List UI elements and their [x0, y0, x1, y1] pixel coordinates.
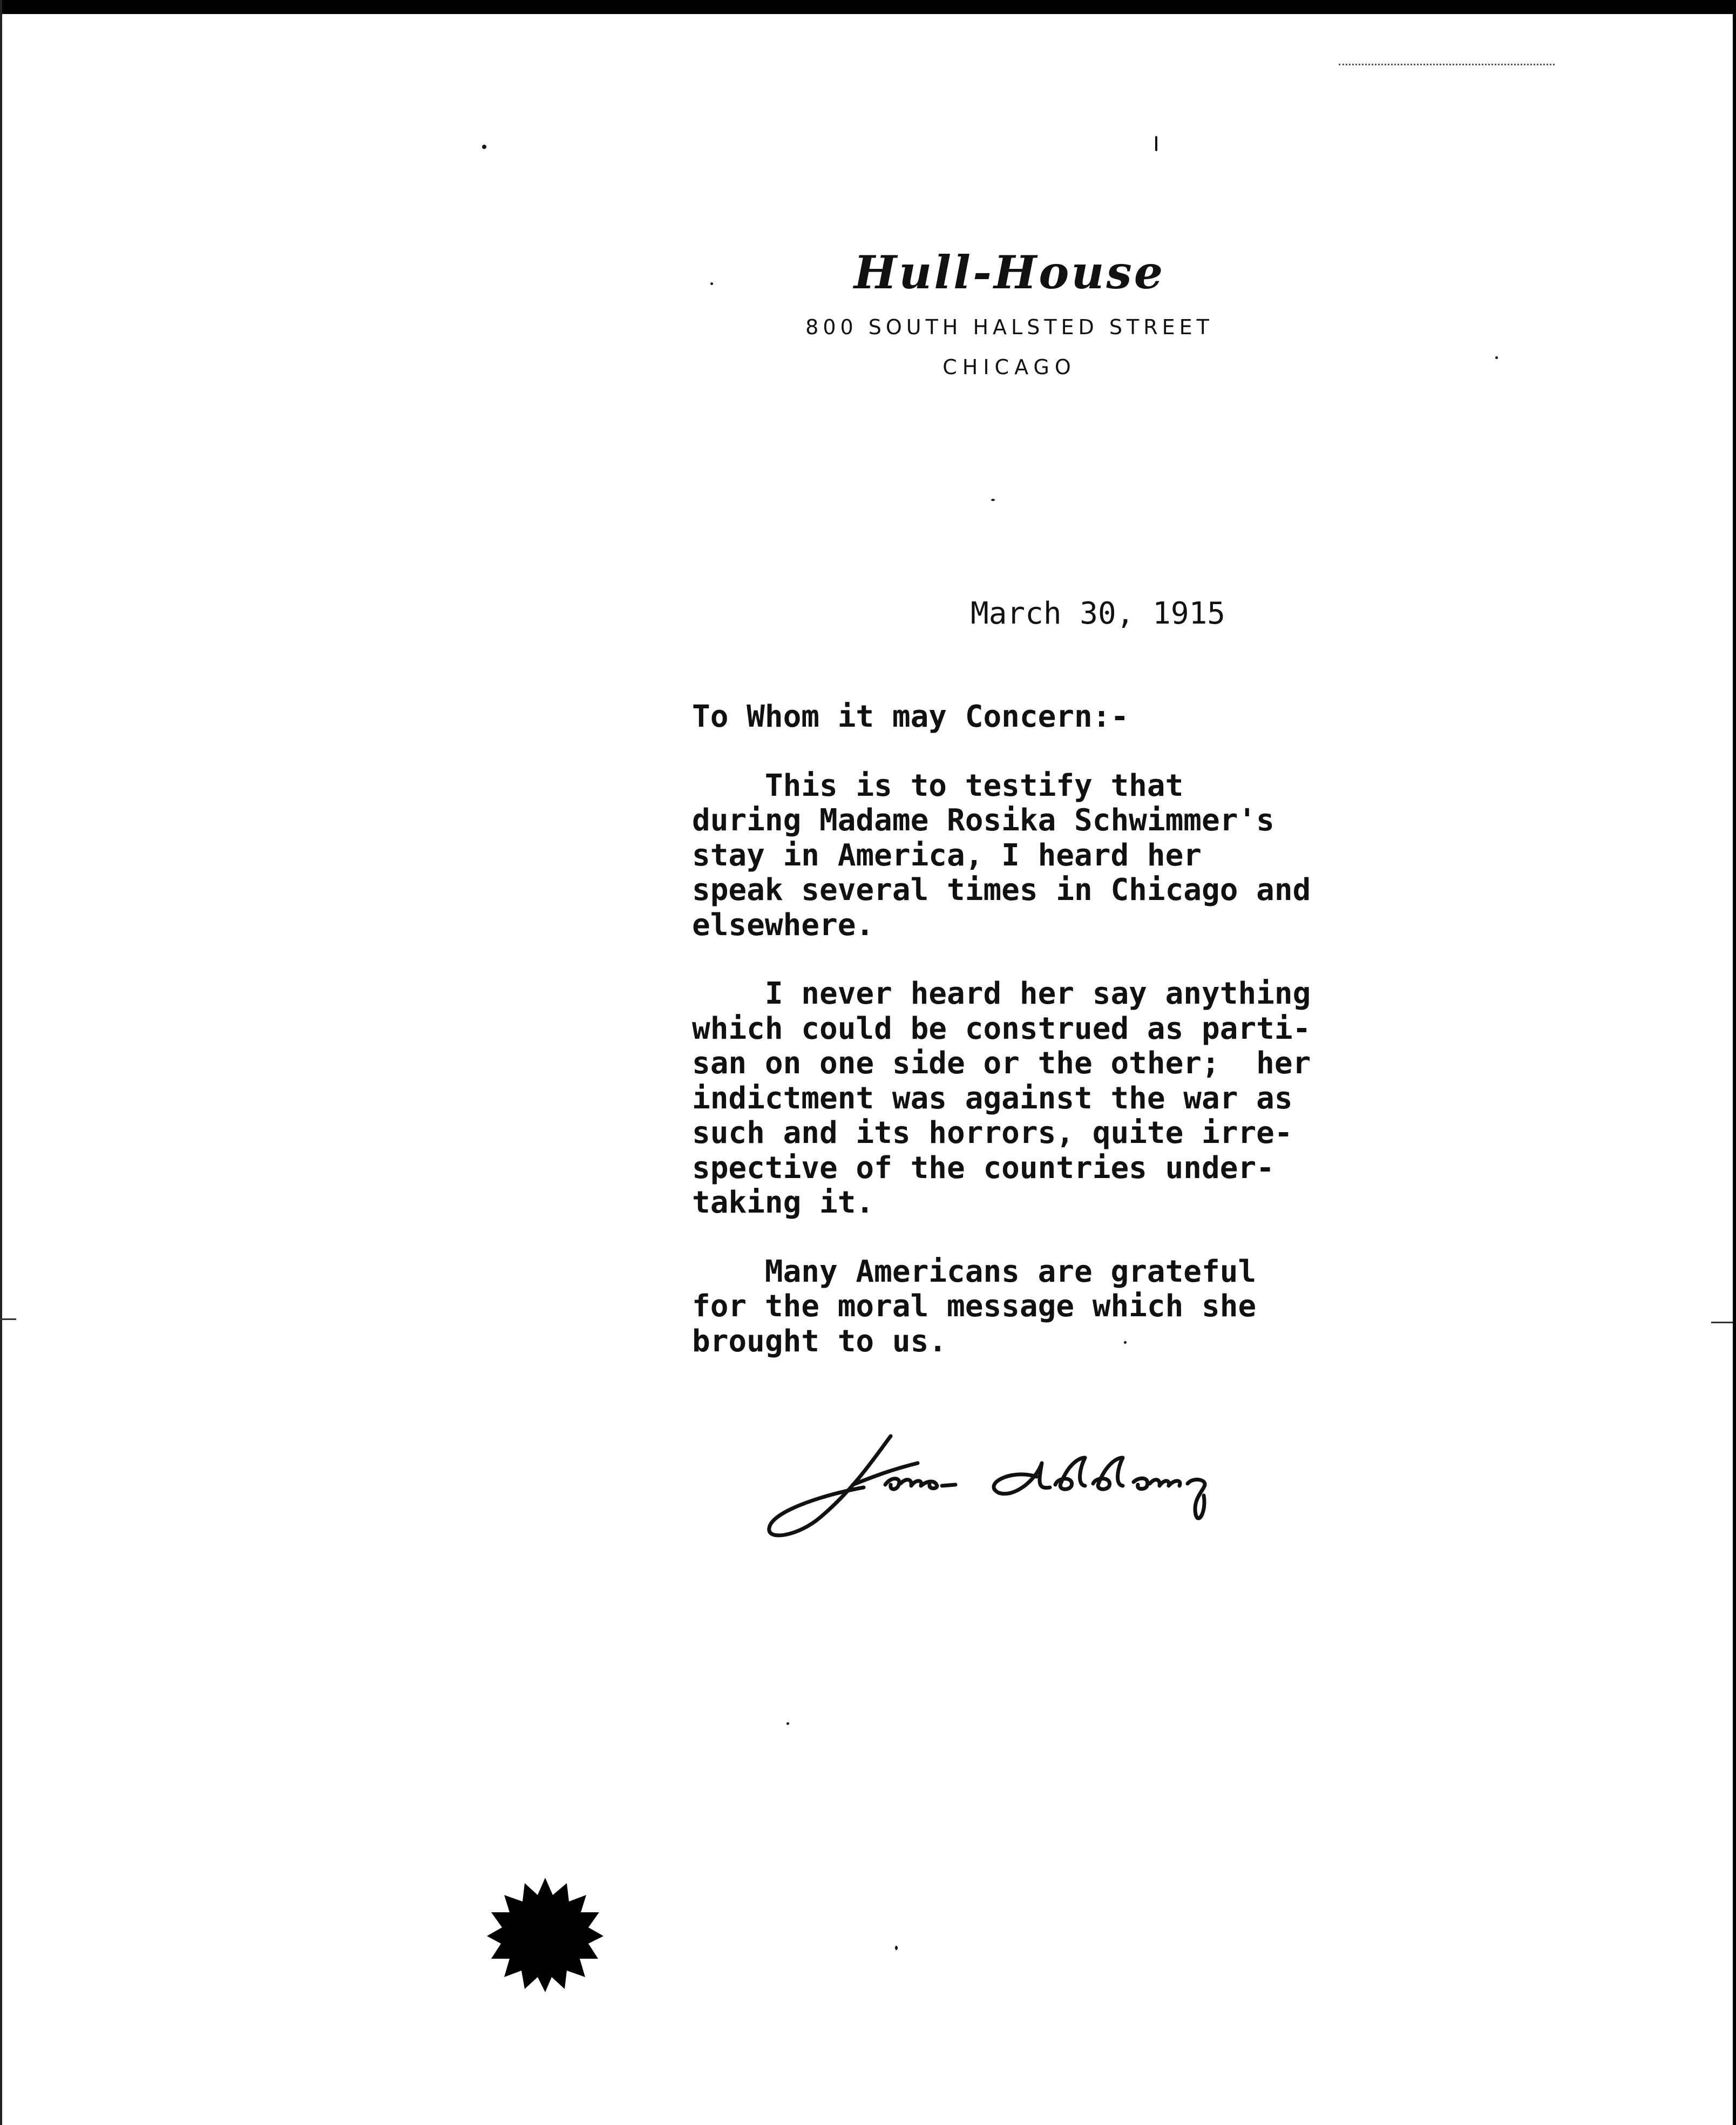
- letterhead-street: 800 SOUTH HALSTED STREET: [805, 315, 1213, 339]
- letter-paragraph-1: [692, 769, 1415, 943]
- scan-speck: [786, 1722, 789, 1725]
- letter-paragraph-3: [692, 1255, 1415, 1359]
- letter-line: stay in America, I heard her: [692, 837, 1202, 873]
- letter-paragraph-2: [692, 977, 1415, 1221]
- letter-line: elsewhere.: [692, 907, 874, 943]
- scan-speck: [991, 499, 995, 501]
- letter-line: Many Americans are grateful: [692, 1254, 1257, 1289]
- letter-line: indictment was against the war as: [692, 1080, 1293, 1116]
- scan-speck: [1155, 136, 1157, 151]
- letter-line: This is to testify that: [692, 768, 1184, 803]
- letterhead-city: CHICAGO: [942, 355, 1076, 379]
- letterhead: [745, 243, 1274, 381]
- scan-speck: [482, 145, 486, 149]
- letter-date: March 30, 1915: [971, 596, 1226, 631]
- letterhead-name: Hull-House: [853, 246, 1165, 299]
- scan-right-border: [1733, 0, 1736, 2125]
- letter-line: I never heard her say anything: [692, 976, 1311, 1011]
- scan-speck: [1495, 356, 1498, 359]
- letter-line: which could be construed as parti-: [692, 1011, 1311, 1046]
- scan-left-border: [0, 0, 2, 2125]
- letter-line: during Madame Rosika Schwimmer's: [692, 803, 1274, 838]
- letter-line: taking it.: [692, 1185, 874, 1220]
- scan-mark: [1339, 64, 1555, 70]
- letter-line: brought to us.: [692, 1323, 947, 1359]
- scan-tick-left: [0, 1318, 16, 1320]
- seal-icon: [486, 1876, 605, 1994]
- letter-line: such and its horrors, quite irre-: [692, 1115, 1293, 1151]
- scan-top-border: [0, 0, 1736, 14]
- scan-tick-right: [1711, 1322, 1733, 1323]
- scan-speck: [895, 1946, 898, 1950]
- letter-line: spective of the countries under-: [692, 1150, 1274, 1186]
- signature: [756, 1425, 1414, 1555]
- letter-line: san on one side or the other; her: [692, 1046, 1311, 1081]
- scan-speck: [710, 282, 713, 285]
- letter-line: for the moral message which she: [692, 1289, 1257, 1324]
- letter-salutation: To Whom it may Concern:-: [692, 699, 1129, 734]
- letter-line: speak several times in Chicago and: [692, 872, 1311, 908]
- letter-body: [692, 700, 1415, 1359]
